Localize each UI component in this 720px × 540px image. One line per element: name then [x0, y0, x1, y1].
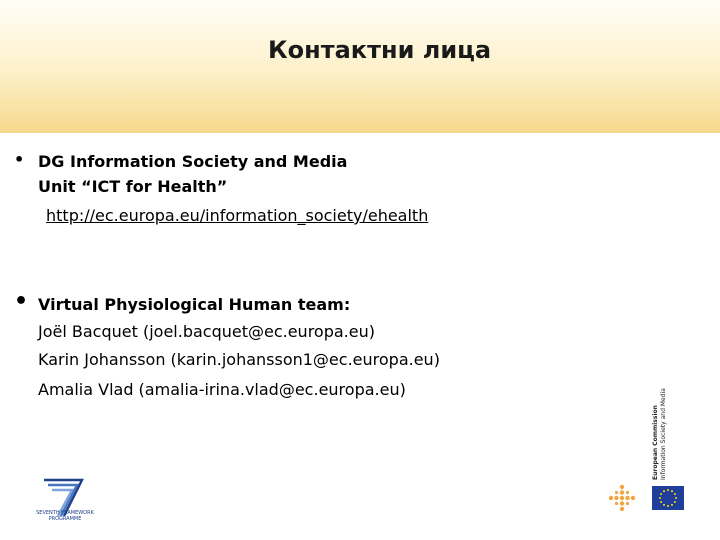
- eu-flag-icon: [652, 486, 684, 510]
- fp7-caption-line: SEVENTH FRAMEWORK: [36, 510, 94, 516]
- team-heading: Virtual Physiological Human team:: [38, 295, 351, 314]
- contact-line: Karin Johansson (karin.johansson1@ec.europa.eu): [38, 350, 440, 369]
- contact-line: Amalia Vlad (amalia-irina.vlad@ec.europa.eu): [38, 380, 406, 399]
- fp7-caption: [30, 510, 100, 522]
- bullet-point: •: [14, 150, 25, 169]
- title-band: [0, 0, 720, 133]
- ec-label-subtitle: Information Society and Media: [660, 388, 667, 480]
- slide-title: Контактни лица: [268, 36, 492, 64]
- unit-name: Unit “ICT for Health”: [38, 177, 228, 196]
- ec-label-title: European Commission: [652, 405, 659, 480]
- bullet-point: •: [14, 289, 29, 314]
- ehealth-link[interactable]: http://ec.europa.eu/information_society/ehealth: [46, 206, 429, 225]
- organization-name: DG Information Society and Media: [38, 152, 348, 171]
- contact-line: Joël Bacquet (joel.bacquet@ec.europa.eu): [38, 322, 375, 341]
- fp7-caption-line: PROGRAMME: [48, 516, 82, 522]
- ec-label: [652, 372, 682, 480]
- dots-logo-icon: [608, 484, 636, 512]
